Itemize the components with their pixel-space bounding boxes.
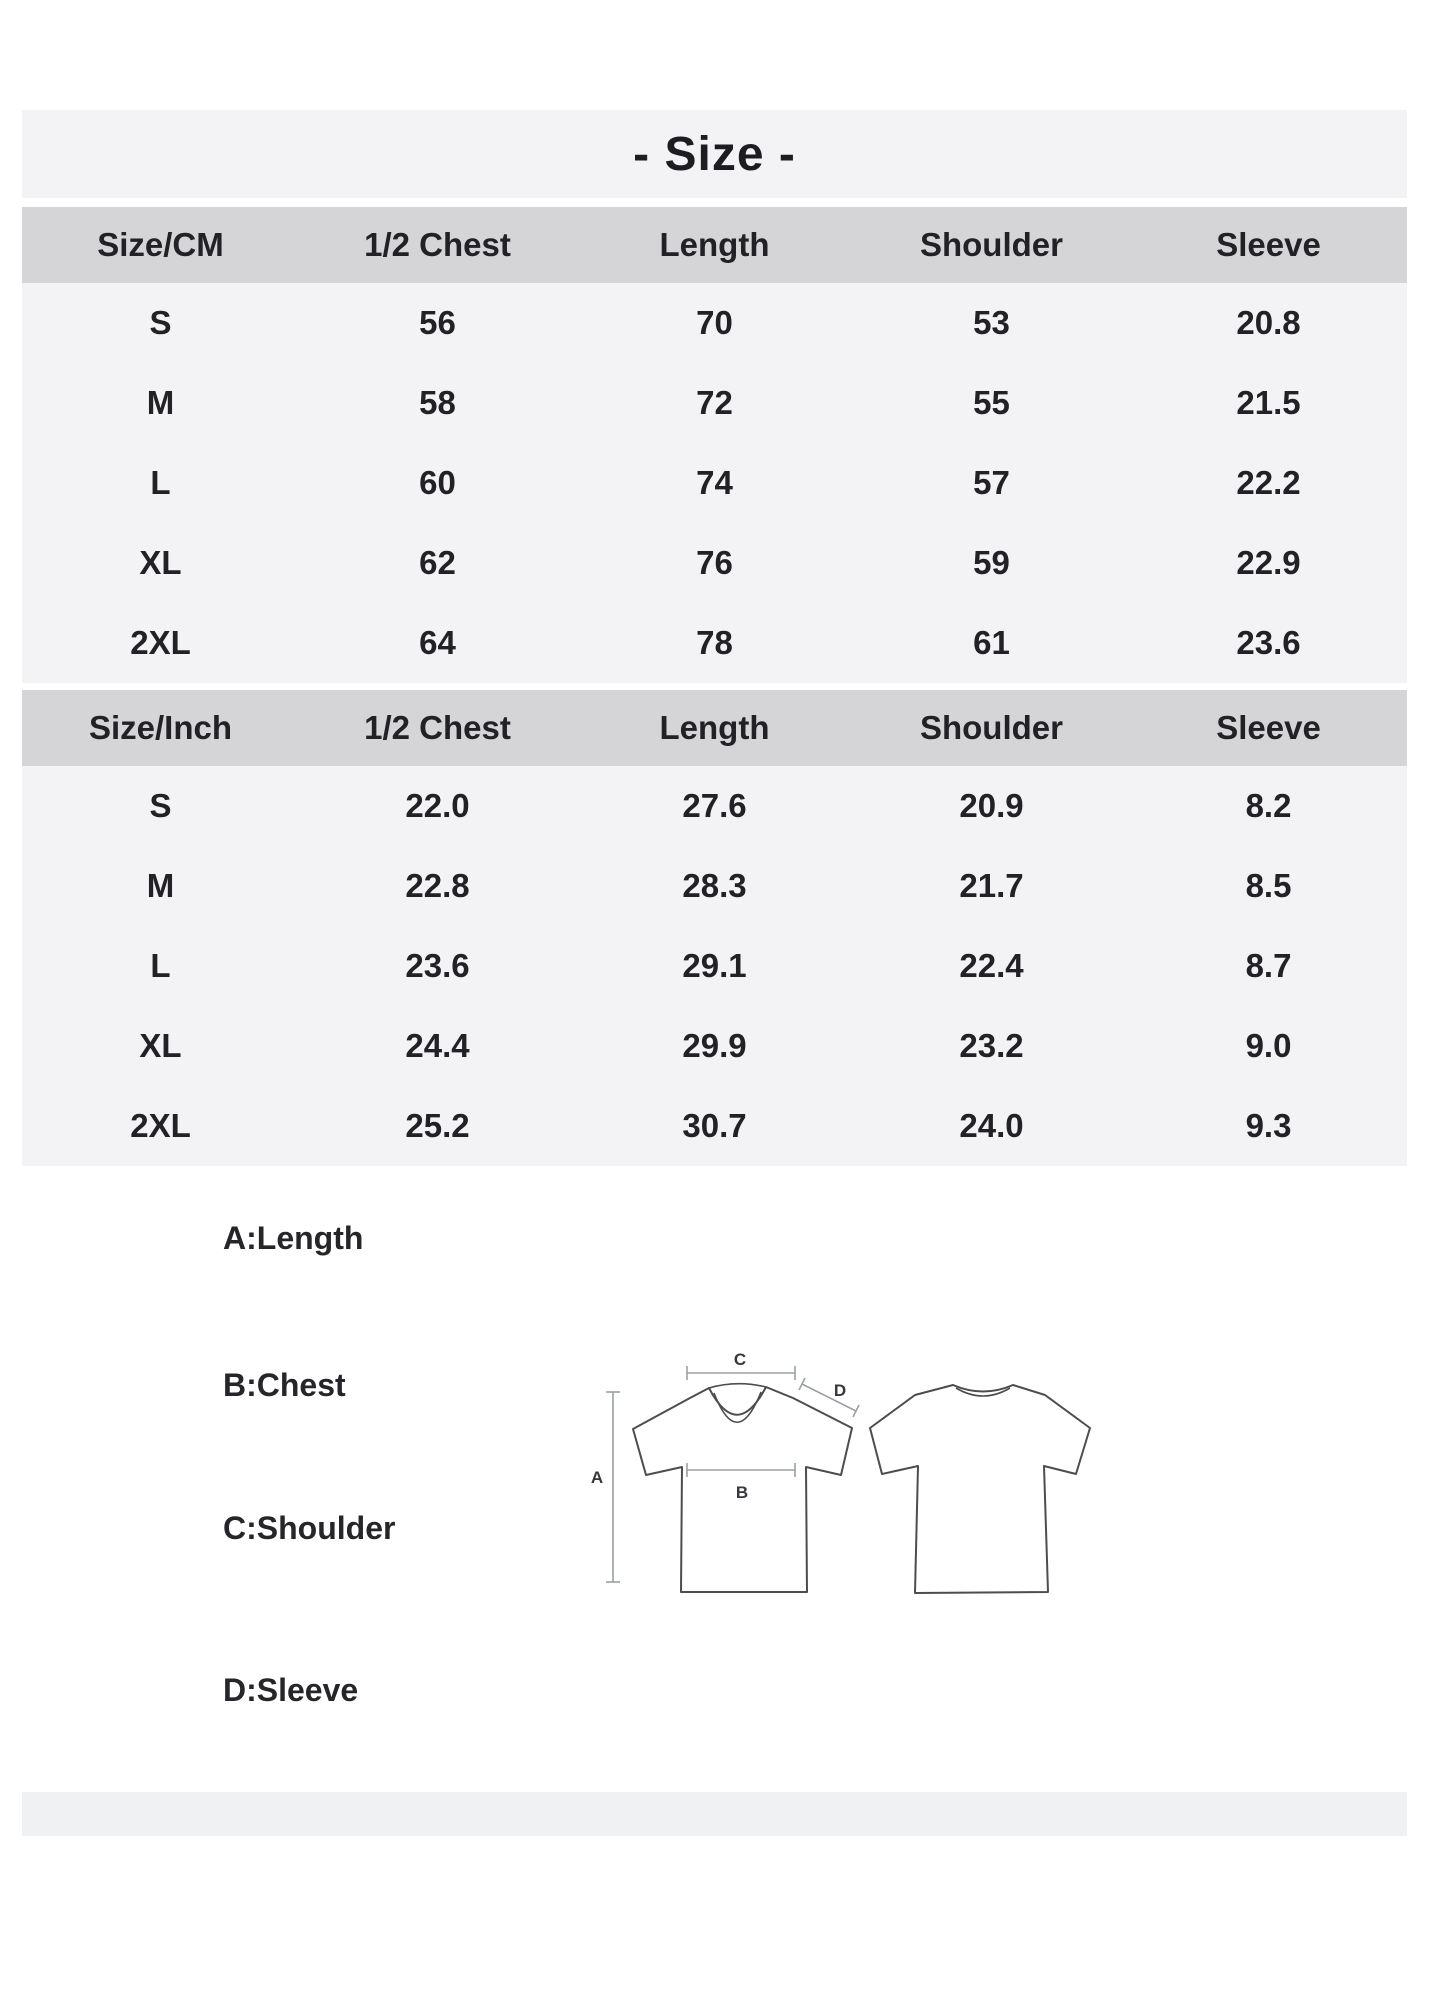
marker-c: C — [733, 1350, 747, 1369]
header-cell: 1/2 Chest — [364, 709, 511, 746]
header-cell: Size/CM — [97, 226, 224, 263]
tshirt-back-outline — [870, 1385, 1090, 1593]
data-cell: 74 — [696, 464, 733, 501]
data-cell: 20.8 — [1236, 304, 1301, 341]
tshirt-front-collar-top — [709, 1384, 766, 1388]
data-cell: 23.2 — [959, 1027, 1024, 1064]
data-cell: 25.2 — [405, 1107, 470, 1144]
measure-tick-d-bottom — [853, 1405, 859, 1417]
header-cell: Shoulder — [919, 709, 1063, 746]
table-divider — [22, 683, 1407, 690]
table-row — [22, 363, 1407, 443]
data-cell: S — [149, 304, 172, 341]
data-cell: XL — [139, 544, 182, 581]
size-table-inch — [22, 690, 1407, 1166]
size-table-cm — [22, 207, 1407, 683]
tshirt-measurement-diagram — [570, 1340, 1110, 1610]
header-cell: Length — [659, 709, 770, 746]
data-cell: 30.7 — [682, 1107, 747, 1144]
table-row — [22, 1086, 1407, 1166]
data-cell: 61 — [973, 624, 1010, 661]
legend-item-c-shoulder: C:Shoulder — [223, 1510, 396, 1546]
data-cell: 72 — [696, 384, 733, 421]
data-cell: 28.3 — [682, 867, 747, 904]
data-cell: 64 — [419, 624, 456, 661]
table-header-row — [22, 207, 1407, 283]
header-cell: Shoulder — [919, 226, 1063, 263]
table-row — [22, 443, 1407, 523]
data-cell: 29.9 — [682, 1027, 747, 1064]
data-cell: 29.1 — [682, 947, 747, 984]
table-row — [22, 926, 1407, 1006]
data-cell: 9.0 — [1245, 1027, 1292, 1064]
data-cell: 58 — [419, 384, 456, 421]
data-cell: 23.6 — [1236, 624, 1301, 661]
data-cell: 57 — [973, 464, 1010, 501]
table-row — [22, 1006, 1407, 1086]
data-cell: 2XL — [130, 624, 191, 661]
data-cell: 59 — [973, 544, 1010, 581]
legend-item-a-length: A:Length — [223, 1220, 364, 1256]
table-row — [22, 766, 1407, 846]
data-cell: 60 — [419, 464, 456, 501]
header-cell: 1/2 Chest — [364, 226, 511, 263]
data-cell: 22.4 — [959, 947, 1024, 984]
data-cell: M — [146, 867, 175, 904]
data-cell: L — [150, 464, 171, 501]
data-cell: 8.5 — [1245, 867, 1292, 904]
header-cell: Sleeve — [1216, 226, 1321, 263]
marker-d: D — [833, 1381, 847, 1400]
header-cell: Size/Inch — [88, 709, 233, 746]
data-cell: 55 — [973, 384, 1010, 421]
table-row — [22, 523, 1407, 603]
size-chart-panel — [22, 110, 1407, 1166]
data-cell: 20.9 — [959, 787, 1024, 824]
data-cell: 24.0 — [959, 1107, 1024, 1144]
data-cell: M — [146, 384, 175, 421]
header-cell: Sleeve — [1216, 709, 1321, 746]
data-cell: 8.2 — [1245, 787, 1292, 824]
data-cell: 70 — [696, 304, 733, 341]
data-cell: 53 — [973, 304, 1010, 341]
data-cell: 21.7 — [959, 867, 1024, 904]
data-cell: 23.6 — [405, 947, 470, 984]
size-chart-title-block — [22, 110, 1407, 198]
data-cell: 62 — [419, 544, 456, 581]
marker-a: A — [590, 1468, 604, 1487]
data-cell: S — [149, 787, 172, 824]
data-cell: 76 — [696, 544, 733, 581]
data-cell: 78 — [696, 624, 733, 661]
footer-bar — [22, 1792, 1407, 1836]
data-cell: 22.9 — [1236, 544, 1301, 581]
data-cell: 22.2 — [1236, 464, 1301, 501]
data-cell: 27.6 — [682, 787, 747, 824]
data-cell: XL — [139, 1027, 182, 1064]
data-cell: 8.7 — [1245, 947, 1292, 984]
data-cell: 22.8 — [405, 867, 470, 904]
data-cell: 21.5 — [1236, 384, 1301, 421]
table-row — [22, 603, 1407, 683]
legend-item-b-chest: B:Chest — [223, 1367, 346, 1403]
data-cell: 9.3 — [1245, 1107, 1292, 1144]
data-cell: L — [150, 947, 171, 984]
table-header-row — [22, 690, 1407, 766]
table-row — [22, 846, 1407, 926]
size-chart-title: - Size - — [633, 127, 796, 181]
data-cell: 56 — [419, 304, 456, 341]
table-row — [22, 283, 1407, 363]
legend-item-d-sleeve: D:Sleeve — [223, 1672, 359, 1708]
header-cell: Length — [659, 226, 770, 263]
data-cell: 22.0 — [405, 787, 470, 824]
data-cell: 24.4 — [405, 1027, 470, 1064]
measure-tick-d-top — [799, 1378, 805, 1390]
data-cell: 2XL — [130, 1107, 191, 1144]
marker-b: B — [735, 1483, 749, 1502]
